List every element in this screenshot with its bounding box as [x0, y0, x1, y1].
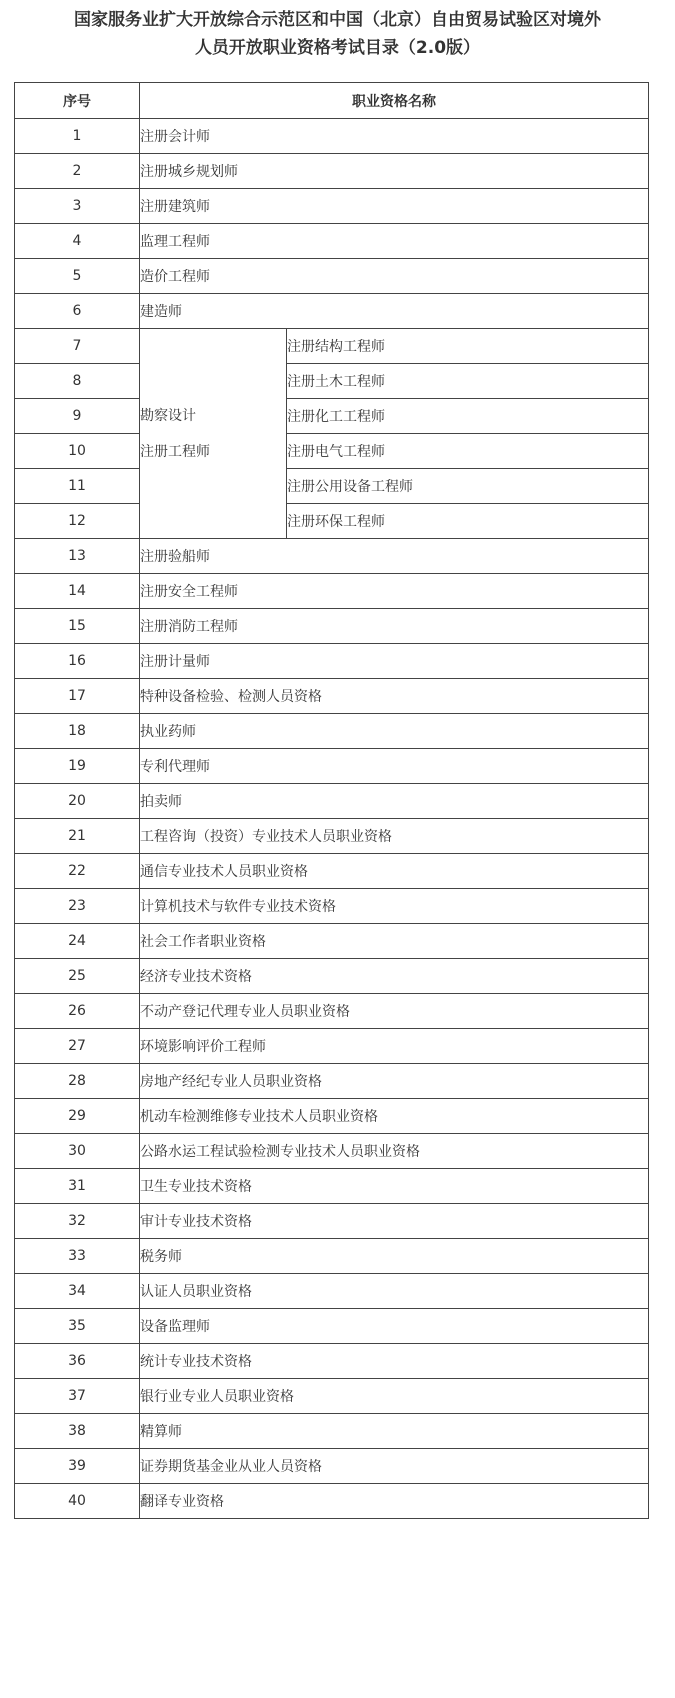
row-qualification-name: 卫生专业技术资格 [140, 1169, 649, 1204]
table-row [15, 574, 649, 609]
row-qualification-name: 注册消防工程师 [140, 609, 649, 644]
row-qualification-name: 不动产登记代理专业人员职业资格 [140, 994, 649, 1029]
row-number: 3 [15, 189, 140, 224]
row-number: 15 [15, 609, 140, 644]
row-qualification-name: 银行业专业人员职业资格 [140, 1379, 649, 1414]
table-row [15, 784, 649, 819]
row-number: 33 [15, 1239, 140, 1274]
row-number: 32 [15, 1204, 140, 1239]
table-row [15, 539, 649, 574]
table-row [15, 1239, 649, 1274]
row-number: 19 [15, 749, 140, 784]
table-row [15, 1064, 649, 1099]
row-qualification-name: 注册土木工程师 [287, 364, 649, 399]
row-qualification-name: 注册结构工程师 [287, 329, 649, 364]
row-qualification-name: 审计专业技术资格 [140, 1204, 649, 1239]
row-number: 24 [15, 924, 140, 959]
table-row [15, 1169, 649, 1204]
table-row [15, 924, 649, 959]
table-row [15, 1484, 649, 1519]
row-qualification-name: 认证人员职业资格 [140, 1274, 649, 1309]
row-number: 11 [15, 469, 140, 504]
row-qualification-name: 社会工作者职业资格 [140, 924, 649, 959]
row-qualification-name: 经济专业技术资格 [140, 959, 649, 994]
row-number: 37 [15, 1379, 140, 1414]
row-number: 36 [15, 1344, 140, 1379]
row-qualification-name: 执业药师 [140, 714, 649, 749]
row-number: 34 [15, 1274, 140, 1309]
table-row [15, 889, 649, 924]
row-qualification-name: 专利代理师 [140, 749, 649, 784]
table-header-row [15, 83, 649, 119]
row-number: 30 [15, 1134, 140, 1169]
table-row [15, 1414, 649, 1449]
table-row [15, 854, 649, 889]
row-qualification-name: 翻译专业资格 [140, 1484, 649, 1519]
title-line-1: 国家服务业扩大开放综合示范区和中国（北京）自由贸易试验区对境外 [74, 10, 601, 30]
row-number: 2 [15, 154, 140, 189]
header-number: 序号 [15, 83, 140, 119]
row-number: 29 [15, 1099, 140, 1134]
row-qualification-name: 注册城乡规划师 [140, 154, 649, 189]
table-row [15, 154, 649, 189]
row-number: 25 [15, 959, 140, 994]
row-qualification-name: 监理工程师 [140, 224, 649, 259]
row-number: 10 [15, 434, 140, 469]
page-title [0, 6, 675, 62]
row-qualification-name: 注册验船师 [140, 539, 649, 574]
table-row [15, 1309, 649, 1344]
row-qualification-name: 房地产经纪专业人员职业资格 [140, 1064, 649, 1099]
table-row [15, 434, 649, 469]
table-row [15, 364, 649, 399]
qualification-table [14, 82, 649, 1519]
row-qualification-name: 精算师 [140, 1414, 649, 1449]
row-qualification-name: 机动车检测维修专业技术人员职业资格 [140, 1099, 649, 1134]
row-number: 1 [15, 119, 140, 154]
table-row [15, 294, 649, 329]
table-row [15, 469, 649, 504]
table-body [15, 119, 649, 1519]
row-qualification-name: 注册计量师 [140, 644, 649, 679]
table-row [15, 1379, 649, 1414]
table-row [15, 679, 649, 714]
row-number: 35 [15, 1309, 140, 1344]
row-number: 14 [15, 574, 140, 609]
row-number: 17 [15, 679, 140, 714]
row-qualification-name: 注册安全工程师 [140, 574, 649, 609]
row-number: 40 [15, 1484, 140, 1519]
row-number: 7 [15, 329, 140, 364]
table-row [15, 119, 649, 154]
table-row [15, 714, 649, 749]
table-row [15, 1029, 649, 1064]
table-row [15, 224, 649, 259]
group-label-line-2: 注册工程师 [140, 443, 210, 460]
row-number: 38 [15, 1414, 140, 1449]
table-row [15, 1134, 649, 1169]
row-qualification-name: 注册会计师 [140, 119, 649, 154]
row-number: 18 [15, 714, 140, 749]
row-qualification-name: 注册化工工程师 [287, 399, 649, 434]
table-row [15, 749, 649, 784]
row-number: 21 [15, 819, 140, 854]
row-qualification-name: 统计专业技术资格 [140, 1344, 649, 1379]
row-qualification-name: 造价工程师 [140, 259, 649, 294]
row-qualification-name: 拍卖师 [140, 784, 649, 819]
row-qualification-name: 注册环保工程师 [287, 504, 649, 539]
table-row [15, 1204, 649, 1239]
table-row [15, 644, 649, 679]
table-row [15, 959, 649, 994]
row-qualification-name: 特种设备检验、检测人员资格 [140, 679, 649, 714]
row-number: 8 [15, 364, 140, 399]
header-qualification-name: 职业资格名称 [140, 83, 649, 119]
group-label-line-1: 勘察设计 [140, 407, 196, 424]
row-number: 23 [15, 889, 140, 924]
group-category-label [140, 329, 287, 539]
table-row [15, 819, 649, 854]
row-qualification-name: 注册公用设备工程师 [287, 469, 649, 504]
row-qualification-name: 注册建筑师 [140, 189, 649, 224]
table-row [15, 399, 649, 434]
row-number: 9 [15, 399, 140, 434]
table-row [15, 1344, 649, 1379]
row-number: 20 [15, 784, 140, 819]
table-row [15, 259, 649, 294]
row-number: 5 [15, 259, 140, 294]
row-qualification-name: 计算机技术与软件专业技术资格 [140, 889, 649, 924]
row-qualification-name: 建造师 [140, 294, 649, 329]
table-row [15, 994, 649, 1029]
row-qualification-name: 环境影响评价工程师 [140, 1029, 649, 1064]
row-number: 16 [15, 644, 140, 679]
table-row [15, 504, 649, 539]
row-qualification-name: 工程咨询（投资）专业技术人员职业资格 [140, 819, 649, 854]
table-row [15, 1099, 649, 1134]
table-row [15, 329, 649, 364]
row-qualification-name: 通信专业技术人员职业资格 [140, 854, 649, 889]
row-qualification-name: 公路水运工程试验检测专业技术人员职业资格 [140, 1134, 649, 1169]
table-row [15, 1449, 649, 1484]
row-number: 28 [15, 1064, 140, 1099]
title-line-2: 人员开放职业资格考试目录（2.0版） [194, 38, 481, 58]
row-qualification-name: 证券期货基金业从业人员资格 [140, 1449, 649, 1484]
row-number: 22 [15, 854, 140, 889]
row-qualification-name: 设备监理师 [140, 1309, 649, 1344]
row-number: 27 [15, 1029, 140, 1064]
table-row [15, 189, 649, 224]
table-row [15, 1274, 649, 1309]
table-row [15, 609, 649, 644]
row-number: 13 [15, 539, 140, 574]
row-number: 6 [15, 294, 140, 329]
row-number: 4 [15, 224, 140, 259]
row-number: 12 [15, 504, 140, 539]
row-number: 26 [15, 994, 140, 1029]
row-qualification-name: 税务师 [140, 1239, 649, 1274]
row-qualification-name: 注册电气工程师 [287, 434, 649, 469]
row-number: 31 [15, 1169, 140, 1204]
row-number: 39 [15, 1449, 140, 1484]
